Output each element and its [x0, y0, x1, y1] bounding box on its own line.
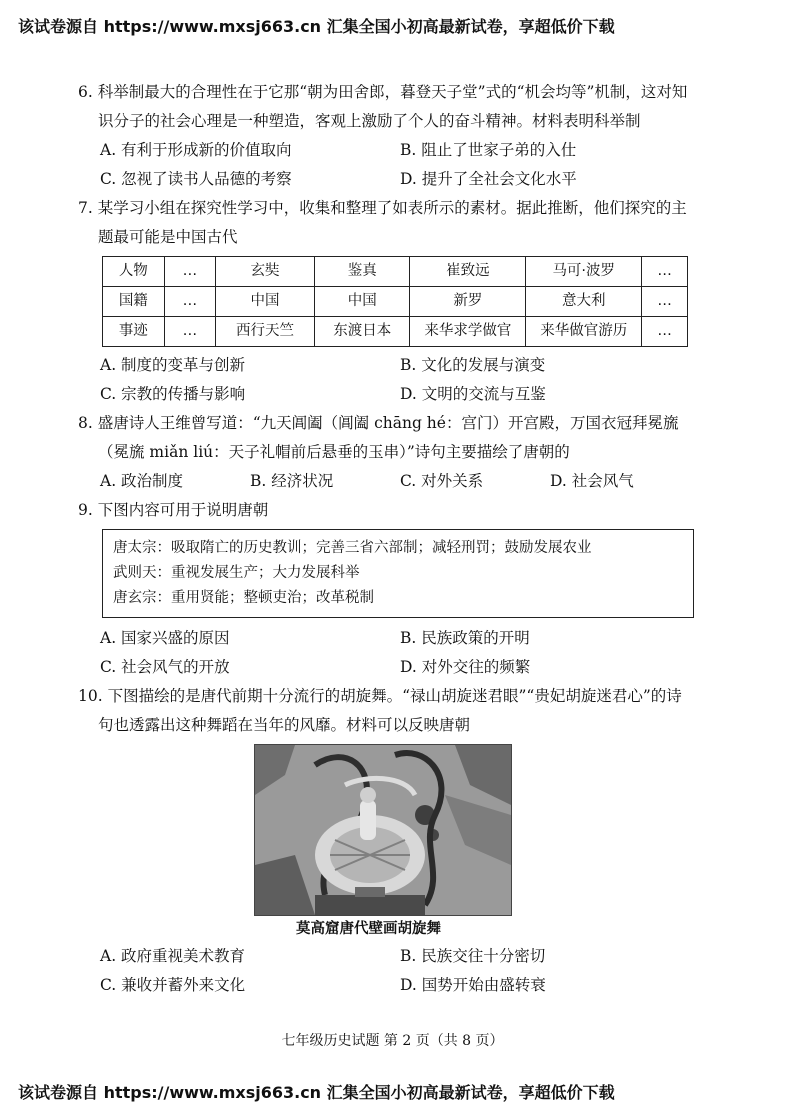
table-cell: 来华做官游历 — [526, 317, 642, 347]
table-cell: 中国 — [216, 287, 315, 317]
option-d: D. 文明的交流与互鉴 — [400, 385, 546, 403]
table-cell: 东渡日本 — [315, 317, 410, 347]
option-d: D. 提升了全社会文化水平 — [400, 170, 577, 188]
option-d: D. 国势开始由盛转衰 — [400, 976, 546, 994]
question-6 — [78, 78, 688, 194]
image-caption: 莫高窟唐代壁画胡旋舞 — [296, 921, 441, 937]
material-table — [102, 256, 688, 347]
question-7-text: 7. 某学习小组在探究性学习中，收集和整理了如表所示的素材。据此推断，他们探究的主题最可能是中国古代 — [78, 199, 687, 246]
option-a: A. 国家兴盛的原因 — [100, 629, 230, 647]
question-7 — [78, 194, 688, 409]
question-8-text: 8. 盛唐诗人王维曾写道：“九天阊阖（阊阖 chāng hé：宫门）开宫殿，万国衣冠拜冕旒（冕旒 miǎn liú：天子礼帽前后悬垂的玉串）”诗句主要描绘了唐朝的 — [78, 414, 679, 461]
table-cell: 鉴真 — [315, 257, 410, 287]
question-10-text: 10. 下图描绘的是唐代前期十分流行的胡旋舞。“禄山胡旋迷君眼”“贵妃胡旋迷君心”的诗句也透露出这种舞蹈在当年的风靡。材料可以反映唐朝 — [78, 687, 682, 734]
table-cell: 新罗 — [410, 287, 526, 317]
option-c: C. 宗教的传播与影响 — [100, 385, 246, 403]
option-b: B. 经济状况 — [250, 472, 334, 490]
option-c: C. 社会风气的开放 — [100, 658, 230, 676]
option-b: B. 阻止了世家子弟的入仕 — [400, 141, 577, 159]
option-a: A. 制度的变革与创新 — [100, 356, 246, 374]
exam-content — [78, 78, 688, 1000]
question-9-text: 9. 下图内容可用于说明唐朝 — [78, 501, 269, 519]
source-banner-top: 该试卷源自 https://www.mxsj663.cn 汇集全国小初高最新试卷，享超低价下载 — [18, 17, 615, 36]
table-cell: 来华求学做官 — [410, 317, 526, 347]
question-10-options — [78, 942, 688, 1000]
table-cell: 意大利 — [526, 287, 642, 317]
table-cell: … — [642, 257, 688, 287]
option-a: A. 政治制度 — [100, 472, 184, 490]
material-box — [102, 529, 694, 618]
question-8-options — [78, 467, 688, 496]
table-cell: 国籍 — [103, 287, 165, 317]
page-footer: 七年级历史试题 第 2 页（共 8 页） — [281, 1033, 504, 1049]
question-6-text: 6. 科举制最大的合理性在于它那“朝为田舍郎，暮登天子堂”式的“机会均等”机制，这对知识分子的社会心理是一种塑造，客观上激励了个人的奋斗精神。材料表明科举制 — [78, 83, 688, 130]
option-a: A. 政府重视美术教育 — [100, 947, 246, 965]
table-row — [103, 317, 688, 347]
material-line: 唐太宗：吸取隋亡的历史教训；完善三省六部制；减轻刑罚；鼓励发展农业 — [113, 540, 592, 556]
question-9-options — [78, 624, 688, 682]
table-cell: 中国 — [315, 287, 410, 317]
material-line: 唐玄宗：重用贤能；整顿吏治；改革税制 — [113, 590, 374, 606]
table-cell: … — [642, 317, 688, 347]
question-8 — [78, 409, 688, 496]
material-line: 武则天：重视发展生产；大力发展科举 — [113, 565, 360, 581]
option-d: D. 对外交往的频繁 — [400, 658, 531, 676]
table-row — [103, 287, 688, 317]
question-6-options — [78, 136, 688, 194]
question-10 — [78, 682, 688, 1000]
option-b: B. 民族政策的开明 — [400, 629, 530, 647]
table-row — [103, 257, 688, 287]
table-cell: 西行天竺 — [216, 317, 315, 347]
question-9 — [78, 496, 688, 682]
table-cell: 玄奘 — [216, 257, 315, 287]
table-cell: … — [164, 317, 215, 347]
table-cell: 事迹 — [103, 317, 165, 347]
mural-image — [254, 744, 512, 916]
option-c: C. 忽视了读书人品德的考察 — [100, 170, 292, 188]
mural-dancer-illustration — [255, 745, 511, 915]
option-a: A. 有利于形成新的价值取向 — [100, 141, 292, 159]
table-cell: … — [164, 287, 215, 317]
source-banner-bottom: 该试卷源自 https://www.mxsj663.cn 汇集全国小初高最新试卷，享超低价下载 — [18, 1083, 615, 1102]
option-c: C. 兼收并蓄外来文化 — [100, 976, 246, 994]
option-d: D. 社会风气 — [550, 472, 634, 490]
option-b: B. 文化的发展与演变 — [400, 356, 546, 374]
table-cell: … — [164, 257, 215, 287]
option-b: B. 民族交往十分密切 — [400, 947, 546, 965]
table-cell: … — [642, 287, 688, 317]
table-cell: 人物 — [103, 257, 165, 287]
question-7-options — [78, 351, 688, 409]
option-c: C. 对外关系 — [400, 472, 484, 490]
table-cell: 马可·波罗 — [526, 257, 642, 287]
table-cell: 崔致远 — [410, 257, 526, 287]
